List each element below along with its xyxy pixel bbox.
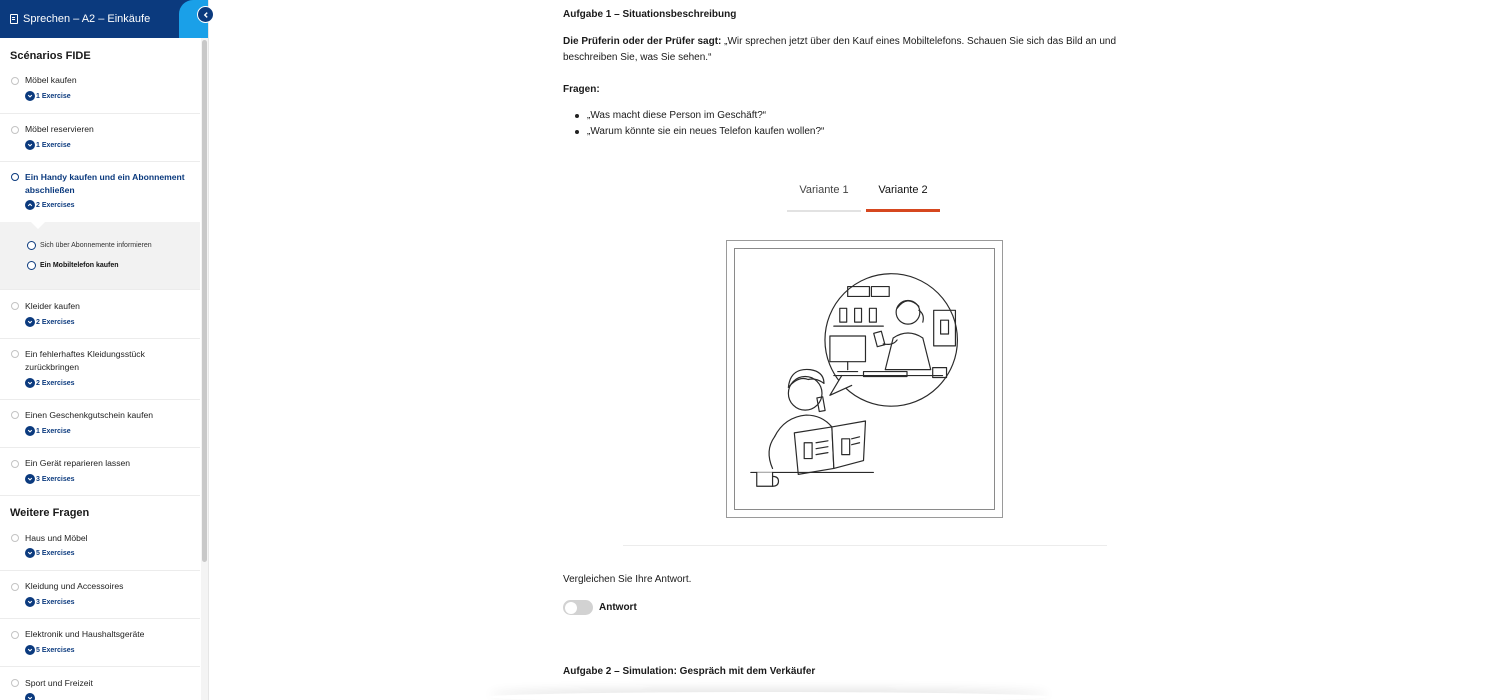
- answer-toggle-label[interactable]: Antwort: [599, 602, 637, 613]
- collapse-sidebar-button[interactable]: [197, 6, 214, 23]
- illustration-inner-border: [734, 248, 995, 510]
- chevron-up-icon: [25, 200, 35, 210]
- exercise-count[interactable]: 1 Exercise: [25, 140, 71, 150]
- examiner-text: „Wir sprechen jetzt über den Kauf eines Mobiltelefons. Schauen Sie sich das Bild an und beschreiben Sie, was Sie sehen.“: [563, 36, 1117, 63]
- sidebar-item-label: Kleidung und Accessoires: [25, 581, 124, 591]
- sub-exercise-panel: [0, 222, 200, 290]
- radio-circle[interactable]: [11, 350, 19, 358]
- exercise-count[interactable]: 2 Exercises: [25, 200, 75, 210]
- sidebar-item-label: Ein Handy kaufen und ein Abonnement abschließen: [25, 172, 185, 195]
- section-divider: [623, 545, 1107, 546]
- exercise-count[interactable]: [25, 693, 36, 700]
- exercise-count[interactable]: 1 Exercise: [25, 91, 71, 101]
- chevron-down-icon: [25, 426, 35, 436]
- sub-exercise-item[interactable]: Sich über Abonnemente informieren: [27, 241, 152, 250]
- sidebar-item-label: Sport und Freizeit: [25, 678, 93, 688]
- sidebar-item-label: Ein Gerät reparieren lassen: [25, 458, 131, 468]
- radio-circle[interactable]: [11, 534, 19, 542]
- radio-circle[interactable]: [11, 631, 19, 639]
- compare-prompt: Vergleichen Sie Ihre Antwort.: [563, 574, 692, 585]
- section-title-more: Weitere Fragen: [10, 507, 90, 519]
- sidebar-item-label: Einen Geschenkgutschein kaufen: [25, 410, 154, 420]
- chevron-down-icon: [25, 693, 35, 700]
- radio-circle[interactable]: [11, 173, 19, 181]
- sidebar-item-label: Kleider kaufen: [25, 301, 80, 311]
- exercise-count[interactable]: 5 Exercises: [25, 645, 75, 655]
- radio-circle[interactable]: [11, 302, 19, 310]
- questions-title: Fragen:: [563, 84, 600, 95]
- main-content: [209, 0, 1511, 700]
- chevron-down-icon: [25, 597, 35, 607]
- question-item: „Warum könnte sie ein neues Telefon kaufen wollen?“: [575, 124, 824, 140]
- illustration-frame: [726, 240, 1003, 518]
- sidebar-item[interactable]: [0, 114, 200, 162]
- chevron-left-icon: [202, 11, 210, 19]
- radio-circle[interactable]: [11, 411, 19, 419]
- radio-circle[interactable]: [11, 583, 19, 591]
- shop-illustration: [735, 249, 993, 508]
- sidebar-item[interactable]: [0, 400, 200, 448]
- book-icon: [10, 14, 18, 24]
- sidebar-item[interactable]: [0, 448, 200, 496]
- chevron-down-icon: [25, 548, 35, 558]
- sidebar-item[interactable]: [0, 290, 200, 339]
- sidebar-item[interactable]: [0, 65, 200, 114]
- exercise-count[interactable]: 2 Exercises: [25, 317, 75, 327]
- sidebar: [0, 0, 209, 700]
- exercise-count[interactable]: 5 Exercises: [25, 548, 75, 558]
- exercise-count[interactable]: 3 Exercises: [25, 474, 75, 484]
- task1-prompt: [563, 34, 1163, 66]
- tab-variante-2[interactable]: Variante 2: [866, 176, 940, 212]
- course-title: Sprechen – A2 – Einkäufe: [23, 13, 151, 25]
- toggle-knob[interactable]: [565, 602, 577, 614]
- sub-exercise-item-current[interactable]: Ein Mobiltelefon kaufen: [27, 261, 119, 270]
- chevron-down-icon: [25, 140, 35, 150]
- exercise-count[interactable]: 1 Exercise: [25, 426, 71, 436]
- sidebar-header: [0, 0, 209, 38]
- radio-circle[interactable]: [11, 77, 19, 85]
- radio-circle[interactable]: [27, 241, 36, 250]
- chevron-down-icon: [25, 474, 35, 484]
- sidebar-item[interactable]: [0, 339, 200, 400]
- sidebar-item[interactable]: [0, 522, 200, 571]
- radio-circle[interactable]: [11, 126, 19, 134]
- radio-circle[interactable]: [11, 460, 19, 468]
- exercise-count[interactable]: 3 Exercises: [25, 597, 75, 607]
- sidebar-item-label: Ein fehlerhaftes Kleidungsstück zurückbringen: [25, 349, 145, 372]
- question-item: „Was macht diese Person im Geschäft?“: [575, 108, 824, 124]
- examiner-label: Die Prüferin oder der Prüfer sagt:: [563, 36, 722, 47]
- exercise-count[interactable]: 2 Exercises: [25, 378, 75, 388]
- sidebar-scrollbar-thumb[interactable]: [202, 40, 207, 562]
- panel-notch: [30, 221, 46, 229]
- radio-circle[interactable]: [27, 261, 36, 270]
- chevron-down-icon: [25, 91, 35, 101]
- task2-title: Aufgabe 2 – Simulation: Gespräch mit dem Verkäufer: [563, 666, 816, 677]
- sidebar-item[interactable]: [0, 667, 200, 700]
- answer-toggle[interactable]: [563, 600, 593, 615]
- chevron-down-icon: [25, 317, 35, 327]
- chevron-down-icon: [25, 378, 35, 388]
- chevron-down-icon: [25, 645, 35, 655]
- task1-title: Aufgabe 1 – Situationsbeschreibung: [563, 9, 737, 20]
- sidebar-item[interactable]: [0, 619, 200, 667]
- questions-list: [575, 108, 824, 140]
- sidebar-item-label: Möbel kaufen: [25, 75, 77, 85]
- section-title-scenarios: Scénarios FIDE: [10, 50, 91, 62]
- radio-circle[interactable]: [11, 679, 19, 687]
- sidebar-item[interactable]: [0, 571, 200, 619]
- sidebar-item-label: Elektronik und Haushaltsgeräte: [25, 629, 145, 639]
- tab-variante-1[interactable]: Variante 1: [787, 176, 861, 212]
- sidebar-item-label: Möbel reservieren: [25, 124, 94, 134]
- bottom-shadow: [489, 692, 1049, 700]
- variant-tabs: [787, 176, 942, 214]
- sidebar-item-active[interactable]: [0, 162, 200, 222]
- sidebar-item-label: Haus und Möbel: [25, 533, 88, 543]
